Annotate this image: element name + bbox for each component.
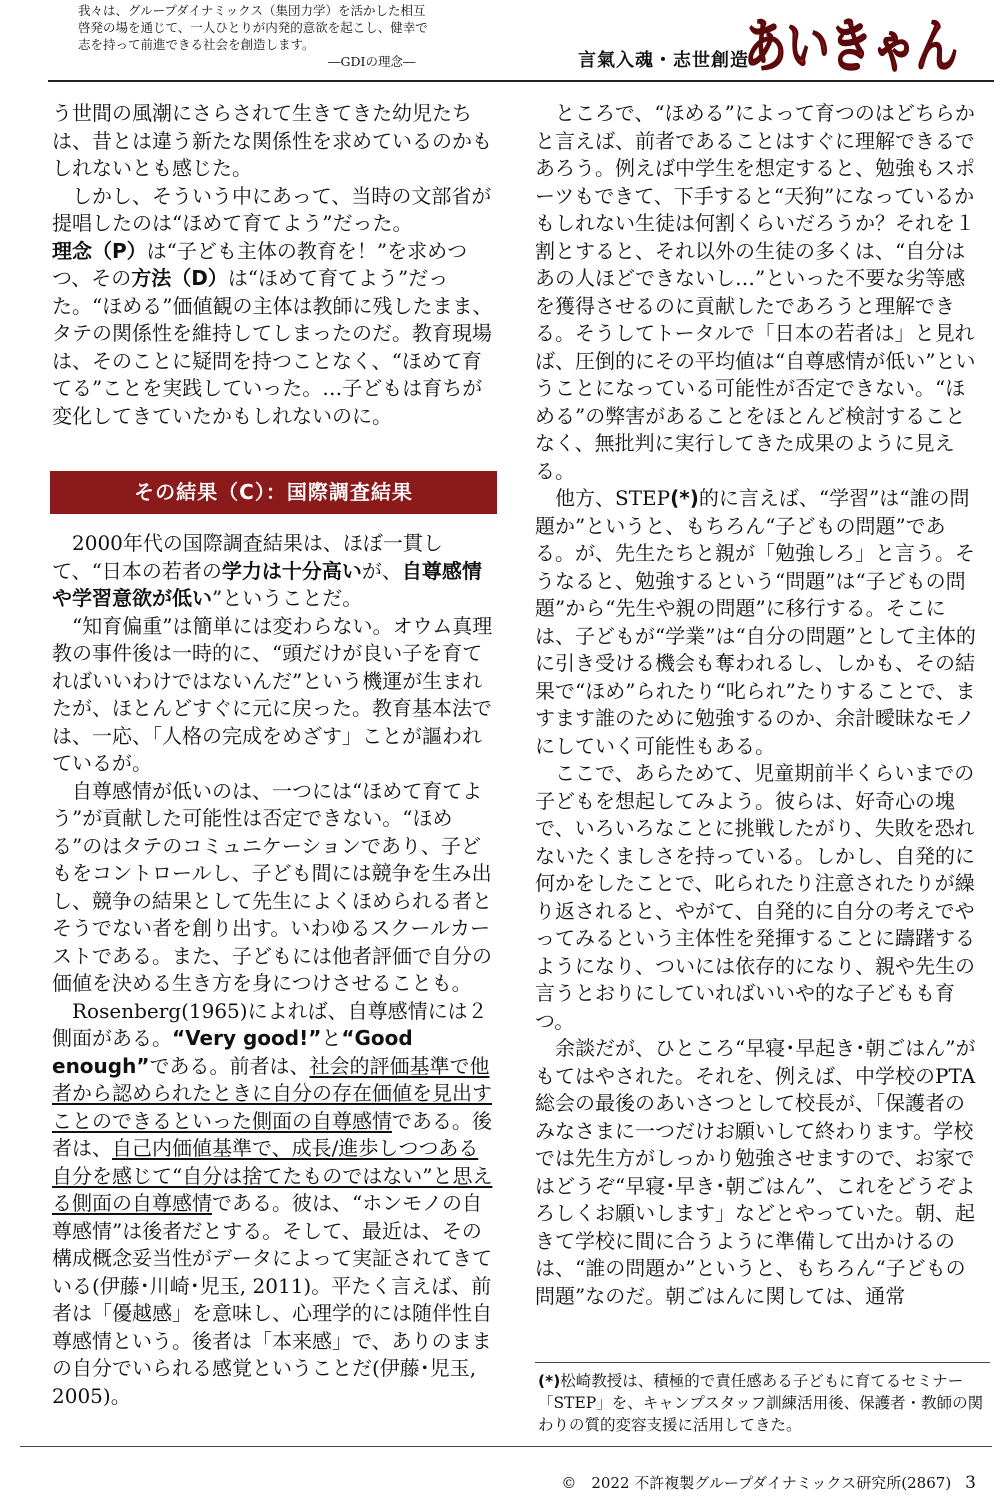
text-run: と <box>321 1026 342 1050</box>
text-run: である。彼は、“ホンモノの自尊感情”は後者だとする。そして、最近は、その構成概念妥当性がデータによって実証されてきている(伊藤･川崎･児玉, 2011)。平たく言えば、前者は「優越感」を意味し、心理学的には随伴性自尊感情という。後者は「本来感」で、ありのままの自分でいられる感覚ということだ(伊藤･児玉, 2005)。 <box>52 1191 492 1408</box>
paragraph <box>52 998 498 1411</box>
footnote-mark: (*) <box>538 1372 561 1390</box>
paragraph: う世間の風潮にさらされて生きてきた幼児たちは、昔とは違う新たな関係性を求めているのかもしれないとも感じた。 <box>52 101 492 180</box>
text-run: Rosenberg(1965)によれば、自尊感情には２側面がある。 <box>52 998 488 1050</box>
philosophy-line: 我々は、グループダイナミックス（集団力学）を活かした相互 <box>78 3 426 18</box>
logo-graphic <box>740 0 962 80</box>
paragraph: “知育偏重”は簡単には変わらない。オウム真理教の事件後は一時的に、“頭だけが良い子を育てればいいわけではないんだ”という機運が生まれたが、ほとんどすぐに元に戻った。教育基本法では、一応、「人格の完成をめざす」ことが謳われているが。 <box>52 613 493 775</box>
slogan: 言氣入魂・志世創造 <box>578 50 749 71</box>
logo-text: あいきゃん <box>744 12 958 80</box>
bold-self-esteem: 自尊感情や学習意欲が低い <box>52 558 482 610</box>
footer-divider <box>20 1446 992 1447</box>
text-run: は“子ども主体の教育を！”を求めつつ、その <box>52 238 468 290</box>
paragraph <box>52 183 498 431</box>
footnote-text: 松崎教授は、積極的で責任感ある子どもに育てるセミナー「STEP」を、キャンプスタッフ訓練活用後、保護者・教師の関わりの質的変容支援に活用してきた。 <box>538 1372 984 1434</box>
text-run: しかし、そういう中にあって、当時の文部省が提唱したのは“ほめて育てよう”だった。 <box>52 183 492 235</box>
gdi-philosophy <box>78 2 518 70</box>
paragraph: ここで、あらためて、児童期前半くらいまでの子どもを想起してみよう。彼らは、好奇心の塊で、いろいろなことに挑戦したがり、失敗を恐れないたくましさを持っている。しかし、自発的に何かをしたことで、叱られたり注意されたりが繰り返されると、やがて、自発的に自分の考えでやってみるという主体性を発揮することに躊躇するようになり、ついには依存的になり、親や先生の言うとおりにしていればいいや的な子どもも育つ。 <box>535 761 975 1033</box>
underlined-definition-2: 自己内価値基準で、成長/進歩しつつある自分を感じて“自分は捨てたものではない”と思える側面の自尊感情 <box>52 1136 493 1215</box>
text-run: が、 <box>361 558 402 583</box>
left-column-top <box>52 100 498 430</box>
right-column <box>535 100 981 1310</box>
text-run: 的に言えば、“学習”は“誰の問題か”というと、もちろん“子どもの問題”である。が、先生たちと親が「勉強しろ」と言う。そうなると、勉強するという“問題”は“子どもの問題”から“先生や親の問題”に移行する。そこには、子どもが“学業”は“自分の問題”として主体的に引き受ける機会も奪われるし、しかも、その結果で“ほめ”られたり“叱られ”たりすることで、ますます誰のために勉強するのか、余計曖昧なモノにしていく可能性もある。 <box>535 486 976 758</box>
text-run: 2000年代の国際調査結果は、ほぼ一貫して、“日本の若者の <box>52 531 443 583</box>
footnote <box>538 1370 990 1436</box>
philosophy-line: 志を持って前進できる社会を創造します。 <box>78 37 315 52</box>
text-run: である。前者は、 <box>149 1053 310 1078</box>
page-number: 3 <box>965 1473 976 1493</box>
paragraph: ところで、“ほめる”によって育つのはどちらかと言えば、前者であることはすぐに理解できるであろう。例えば中学生を想定すると、勉強もスポーツもできて、下手すると“天狗”になっているかもしれない生徒は何割くらいだろうか？それを１割とすると、それ以外の生徒の多くは、“自分はあの人ほどできないし…”といった不要な劣等感を獲得させるのに貢献したであろうと理解できる。そうしてトータルで「日本の若者は」と見れば、圧倒的にその平均値は“自尊感情が低い”ということになっている可能性が否定できない。“ほめる”の弊害があることをほとんど検討することなく、無批判に実行してきた成果のように見える。 <box>535 101 976 483</box>
text-run: ”ということだ。 <box>212 586 363 610</box>
footnote-divider <box>535 1362 990 1363</box>
bold-academic-ability: 学力は十分高い <box>221 558 362 583</box>
philosophy-line: 啓発の場を通じて、一人ひとりが内発的意欲を起こし、健幸で <box>78 20 428 35</box>
text-run: は“ほめて育てよう”だった。“ほめる”価値観の主体は教師に残したまま、タテの関係性を維持してしまったのだ。教育現場は、そのことに疑問を持つことなく、“ほめて育てる”ことを実践していった。…子どもは育ちが変化してきていたかもしれないのに。 <box>52 266 493 428</box>
bold-term-principle: 理念（P） <box>52 238 147 263</box>
text-run: である。後者は、 <box>52 1108 492 1160</box>
section-heading: その結果（C）：国際調査結果 <box>50 471 497 514</box>
page-footer <box>561 1472 976 1493</box>
copyright: © 2022 不許複製グループダイナミックス研究所(2867) <box>561 1474 952 1492</box>
paragraph: 余談だが、ひところ“早寝･早起き･朝ごはん”がもてはやされた。それを、例えば、中学校のPTA総会の最後のあいさつとして校長が、「保護者のみなさまに一つだけお願いして終わります。学校では先生方がしっかり勉強させますので、お家ではどうぞ“早寝･早き･朝ごはん”、これをどうぞよろしくお願いします」などとやっていた。朝、起きて学校に間に合うように準備して出かけるのは、“誰の問題か”というと、もちろん“子どもの問題”なのだ。朝ごはんに関しては、通常 <box>535 1036 976 1308</box>
paragraph <box>52 530 498 613</box>
bold-good-enough: “Good enough” <box>52 1026 413 1078</box>
aican-logo <box>740 0 962 80</box>
header-divider <box>48 80 994 82</box>
left-column-bottom <box>52 530 498 1410</box>
paragraph: 自尊感情が低いのは、一つには“ほめて育てよう”が貢献した可能性は否定できない。“ほめる”のはタテのコミュニケーションであり、子どもをコントロールし、子ども間には競争を生み出し、競争の結果として先生によくほめられる者とそうでない者を創り出す。いわゆるスクールカーストである。また、子どもには他者評価で自分の価値を決める生き方を身につけさせることも。 <box>52 778 492 995</box>
footnote-mark: (*) <box>670 486 699 510</box>
bold-very-good: “Very good!” <box>172 1026 322 1050</box>
text-run: 他方、STEP <box>535 486 671 510</box>
paragraph <box>535 485 981 760</box>
underlined-definition-1: 社会的評価基準で他者から認められたときに自分の存在価値を見出すことのできるといった側面の自尊感情 <box>52 1053 492 1133</box>
philosophy-signature: ―GDIの理念― <box>328 54 416 69</box>
bold-term-method: 方法（D） <box>131 266 228 290</box>
